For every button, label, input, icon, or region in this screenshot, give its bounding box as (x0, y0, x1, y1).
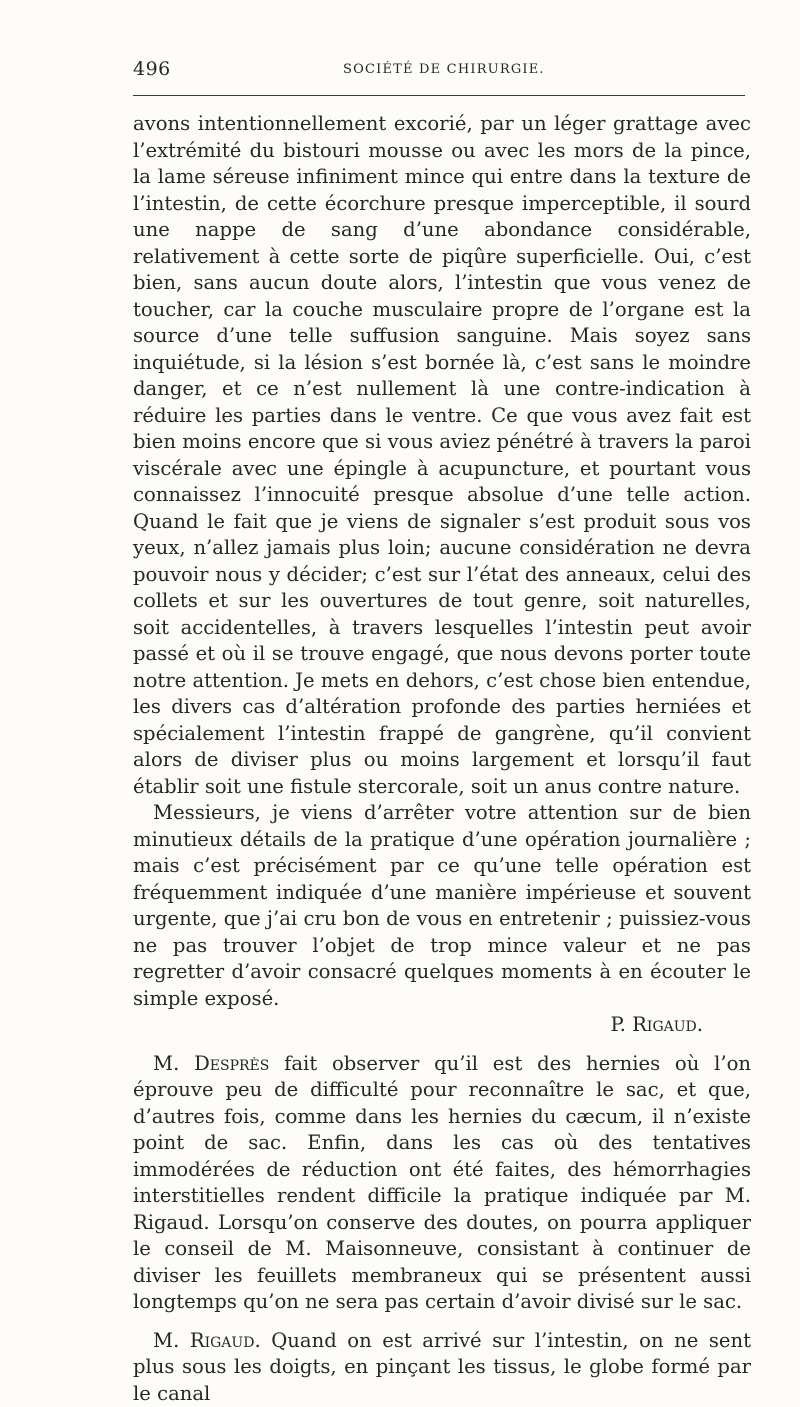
discussion-paragraph (133, 1328, 751, 1407)
header-rule (133, 95, 745, 96)
paragraph: Messieurs, je viens d’arrêter votre attention sur de bien minutieux détails de la pratique d’une opération journalière ; mais c’est précisément par ce qu’une telle opération est fréquemment indiquée d’une manière impérieuse et souvent urgente, que j’ai cru bon de vous en entretenir ; puissiez-vous ne pas trouver l’objet de trop mince valeur et ne pas regretter d’avoir consacré quelques moments à en écouter le simple exposé. (133, 800, 751, 1012)
signature-initial: P. (610, 1013, 625, 1036)
body-text (133, 111, 751, 1407)
discussion-text: fait observer qu’il est des hernies où l’on éprouve peu de difficulté pour reconnaître le sac, et que, d’autres fois, comme dans les hernies du cæcum, il n’existe point de sac. Enfin, dans les cas où des tentatives immodérées de réduction ont été faites, des hémorrhagies interstitielles rendent difficile la pratique indiquée par M. Rigaud. Lorsqu’on conserve des doutes, on pourra appliquer le conseil de M. Maisonneuve, consistant à continuer de diviser les feuillets membraneux qui se présentent aussi longtemps qu’on ne sera pas certain d’avoir divisé sur le sac. (133, 1052, 751, 1314)
signature-name: Rigaud. (632, 1013, 703, 1036)
discussion-text: Quand on est arrivé sur l’intestin, on ne sent plus sous les doigts, en pinçant les tissus, le globe formé par le canal (133, 1329, 751, 1405)
running-head: SOCIÉTÉ DE CHIRURGIE. (343, 62, 545, 77)
discussion-paragraph (133, 1051, 751, 1316)
speaker-name: Desprès (194, 1052, 269, 1075)
page-number: 496 (133, 58, 171, 80)
paragraph: avons intentionnellement excorié, par un léger grattage avec l’extrémité du bistouri mousse ou avec les mors de la pince, la lame séreuse infiniment mince qui entre dans la texture de l’intestin, de cette écorchure presque imperceptible, il sourd une nappe de sang d’une abondance considérable, relativement à cette sorte de piqûre superficielle. Oui, c’est bien, sans aucun doute alors, l’intestin que vous venez de toucher, car la couche musculaire propre de l’organe est la source d’une telle suffusion sanguine. Mais soyez sans inquiétude, si la lésion s’est bornée là, c’est sans le moindre danger, et ce n’est nullement là une contre-indication à réduire les parties dans le ventre. Ce que vous avez fait est bien moins encore que si vous aviez pénétré à travers la paroi viscérale avec une épingle à acupuncture, et pourtant vous connaissez l’innocuité presque absolue d’une telle action. Quand le fait que je viens de signaler s’est produit sous vos yeux, n’allez jamais plus loin; aucune considération ne devra pouvoir nous y décider; c’est sur l’état des anneaux, celui des collets et sur les ouvertures de tout genre, soit naturelles, soit accidentelles, à travers lesquelles l’intestin peut avoir passé et où il se trouve engagé, que nous devons porter toute notre attention. Je mets en dehors, c’est chose bien entendue, les divers cas d’altération profonde des parties herniées et spécialement l’intestin frappé de gangrène, qu’il convient alors de diviser plus ou moins largement et lorsqu’il faut établir soit une fistule stercorale, soit un anus contre nature. (133, 111, 751, 800)
speaker-name: Rigaud. (190, 1329, 261, 1352)
author-signature (133, 1012, 751, 1039)
page-header (133, 58, 751, 88)
speaker-prefix: M. (153, 1052, 179, 1075)
speaker-prefix: M. (153, 1329, 179, 1352)
